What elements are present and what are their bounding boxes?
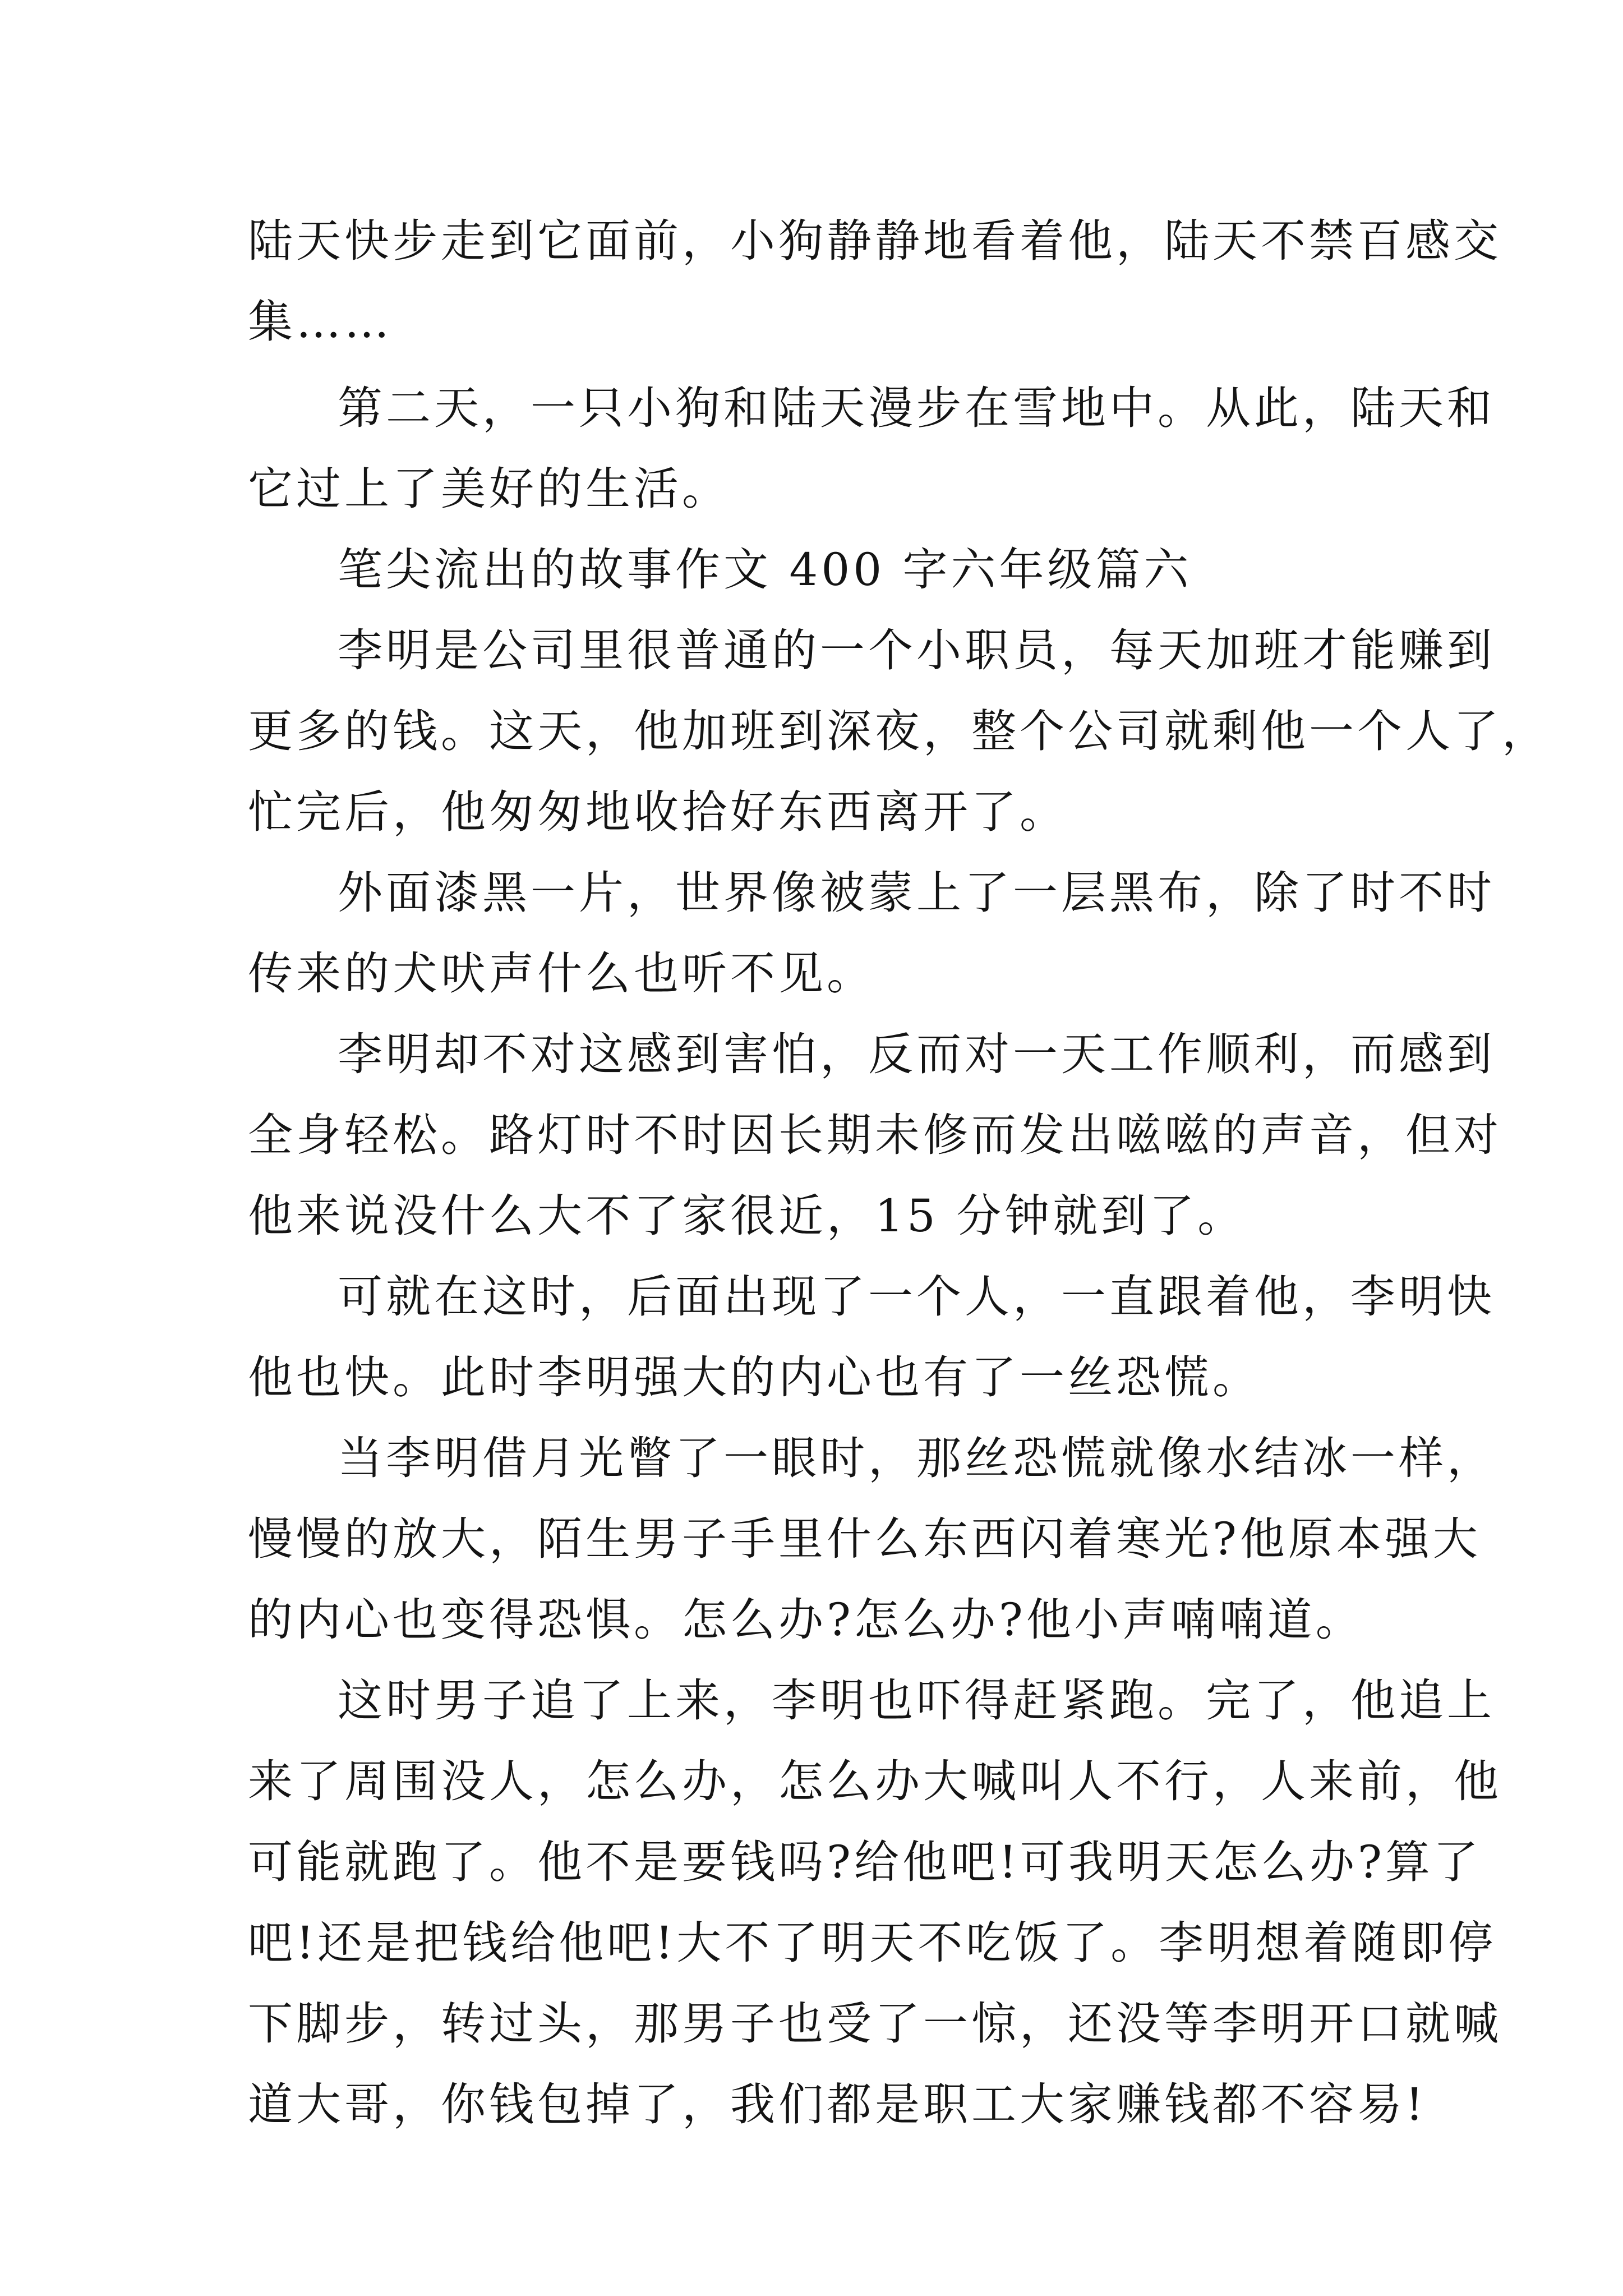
text-line: 陆天快步走到它面前，小狗静静地看着他，陆天不禁百感交 (248, 215, 1502, 267)
paragraph-start-line: 外面漆黑一片，世界像被蒙上了一层黑布，除了时不时 (338, 867, 1495, 919)
text-line: 的内心也变得恐惧。怎么办?怎么办?他小声喃喃道。 (248, 1594, 1364, 1646)
section-heading: 笔尖流出的故事作文 400 字六年级篇六 (338, 544, 1192, 596)
paragraph-start-line: 当李明借月光瞥了一眼时，那丝恐慌就像水结冰一样， (338, 1432, 1495, 1484)
text-line: 集…… (248, 296, 393, 348)
text-line: 他来说没什么大不了家很近，15 分钟就到了。 (248, 1190, 1246, 1242)
text-line: 更多的钱。这天，他加班到深夜，整个公司就剩他一个人了， (248, 705, 1550, 757)
paragraph-start-line: 第二天，一只小狗和陆天漫步在雪地中。从此，陆天和 (338, 382, 1495, 434)
text-line: 传来的犬吠声什么也听不见。 (248, 947, 875, 1000)
text-line: 可能就跑了。他不是要钱吗?给他吧!可我明天怎么办?算了 (248, 1836, 1482, 1888)
paragraph-start-line: 可就在这时，后面出现了一个人，一直跟着他，李明快 (338, 1271, 1495, 1323)
paragraph-start-line: 李明是公司里很普通的一个小职员，每天加班才能赚到 (338, 624, 1495, 677)
text-line: 道大哥，你钱包掉了，我们都是职工大家赚钱都不容易! (248, 2078, 1427, 2131)
text-line: 它过上了美好的生活。 (248, 463, 730, 515)
text-line: 他也快。此时李明强大的内心也有了一丝恐慌。 (248, 1351, 1261, 1404)
text-line: 全身轻松。路灯时不时因长期未修而发出嗞嗞的声音，但对 (248, 1109, 1502, 1161)
paragraph-start-line: 李明却不对这感到害怕，反而对一天工作顺利，而感到 (338, 1028, 1495, 1080)
text-line: 来了周围没人，怎么办，怎么办大喊叫人不行，人来前，他 (248, 1755, 1502, 1807)
text-line: 忙完后，他匆匆地收拾好东西离开了。 (248, 786, 1068, 838)
text-line: 慢慢的放大，陌生男子手里什么东西闪着寒光?他原本强大 (248, 1513, 1481, 1565)
text-line: 下脚步，转过头，那男子也受了一惊，还没等李明开口就喊 (248, 1998, 1502, 2050)
paragraph-start-line: 这时男子追了上来，李明也吓得赶紧跑。完了，他追上 (338, 1674, 1495, 1727)
text-line: 吧!还是把钱给他吧!大不了明天不吃饭了。李明想着随即停 (248, 1917, 1497, 1969)
document-body (248, 201, 1550, 2145)
